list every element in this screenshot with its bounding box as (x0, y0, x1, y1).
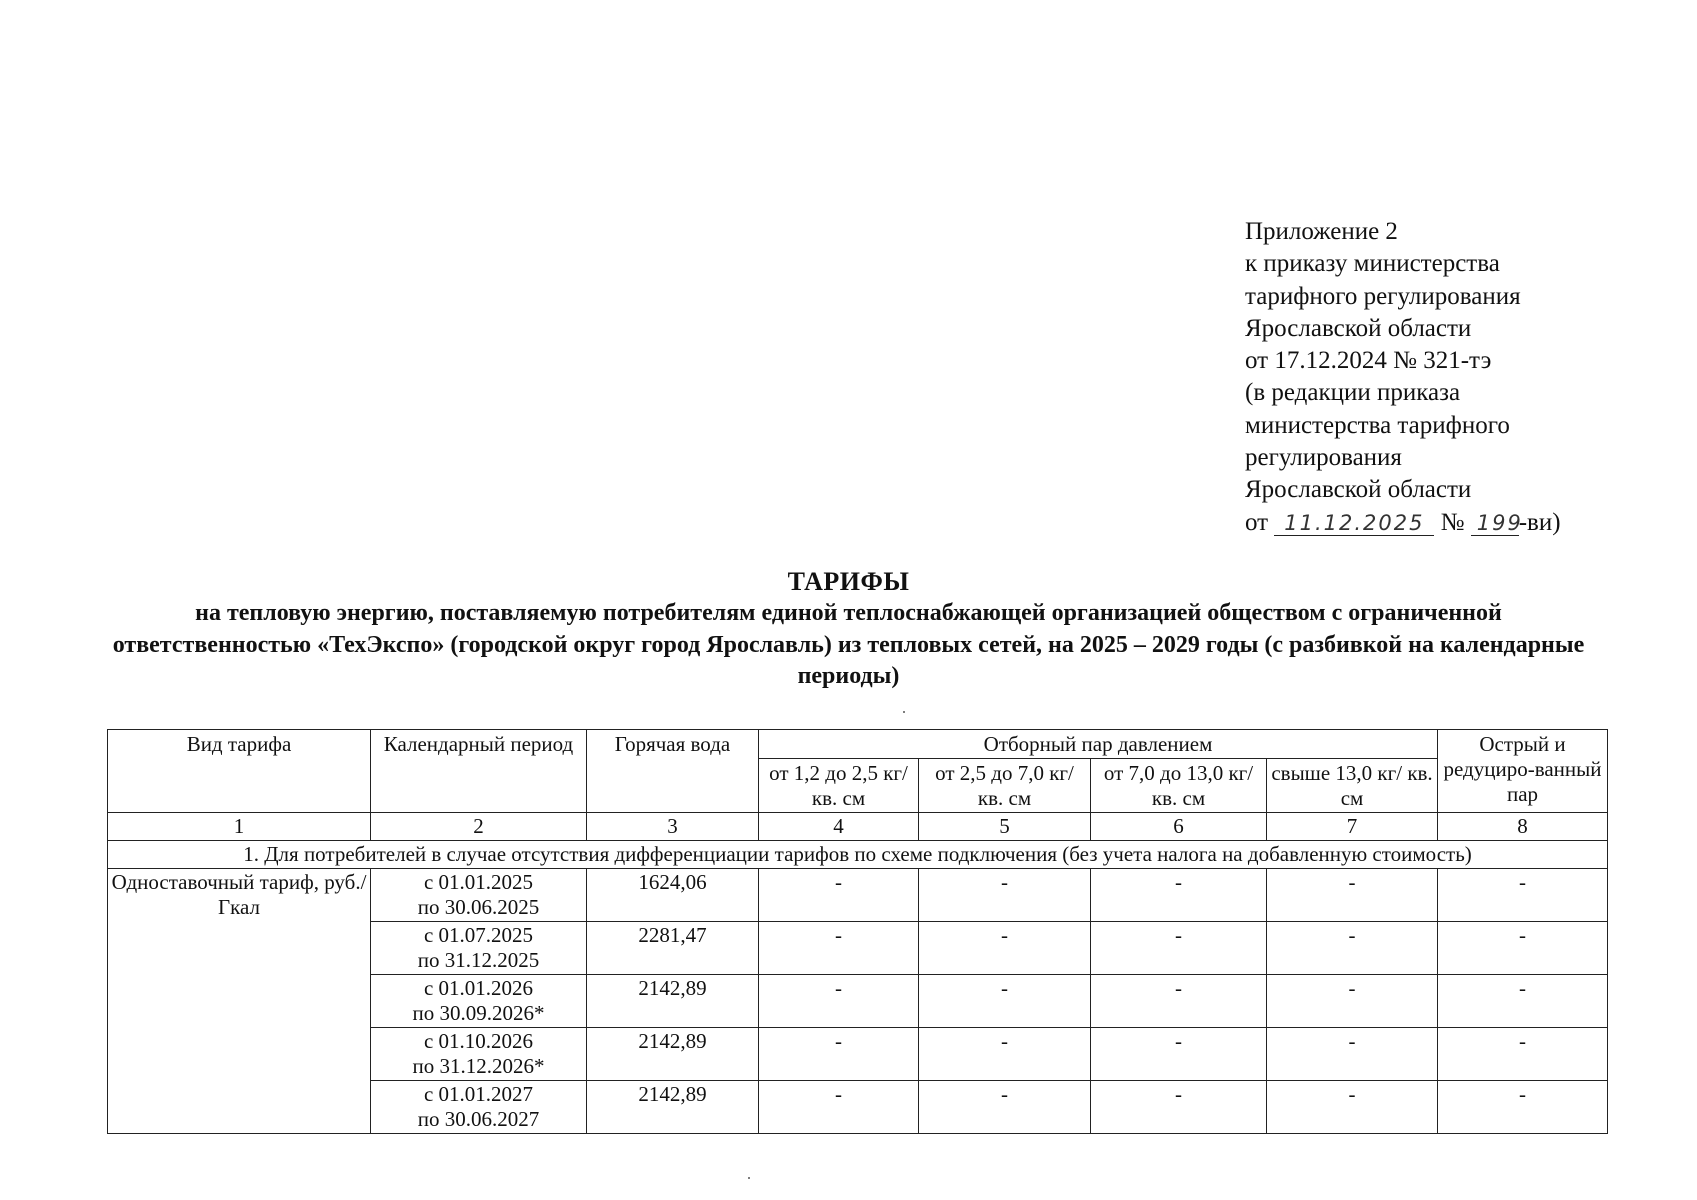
steam-value: - (759, 869, 919, 922)
appendix-line: (в редакции приказа (1245, 379, 1461, 407)
column-number: 4 (759, 813, 919, 841)
table-row (108, 869, 1608, 922)
handwritten-number: 199 (1471, 511, 1519, 536)
period-cell (371, 869, 587, 922)
period-cell (371, 1081, 587, 1134)
period-from: с 01.07.2025 (423, 923, 534, 947)
column-number: 6 (1091, 813, 1267, 841)
steam-value: - (1267, 1081, 1438, 1134)
steam-value: - (1267, 922, 1438, 975)
column-number: 2 (371, 813, 587, 841)
appendix-line: тарифного регулирования (1245, 282, 1521, 310)
column-number: 1 (108, 813, 371, 841)
column-numbers-row (108, 813, 1608, 841)
header-steam-1-2-2-5: от 1,2 до 2,5 кг/ кв. см (759, 759, 919, 813)
hot-water-value: 2142,89 (587, 1081, 759, 1134)
column-number: 5 (919, 813, 1091, 841)
appendix-line: регулирования (1245, 444, 1402, 472)
tariff-table (107, 729, 1608, 1134)
header-hot-water: Горячая вода (587, 730, 759, 813)
appendix-line: к приказу министерства (1245, 250, 1500, 278)
table-header-row (108, 730, 1608, 759)
steam-value: - (1091, 869, 1267, 922)
sharp-steam-value: - (1438, 869, 1608, 922)
steam-value: - (1091, 922, 1267, 975)
period-from: с 01.01.2027 (423, 1082, 534, 1106)
period-to: по 31.12.2025 (417, 948, 540, 972)
appendix-line: Приложение 2 (1245, 218, 1398, 245)
appendix-line: Ярославской области (1245, 314, 1472, 342)
steam-value: - (919, 922, 1091, 975)
appendix-line: Ярославской области (1245, 476, 1472, 504)
appendix-block (1245, 216, 1561, 539)
period-to: по 31.12.2026* (412, 1054, 545, 1078)
header-steam-7-0-13-0: от 7,0 до 13,0 кг/ кв. см (1091, 759, 1267, 813)
amendment-suffix: -ви) (1518, 508, 1561, 536)
amendment-prefix: от (1245, 508, 1269, 536)
period-cell (371, 922, 587, 975)
steam-value: - (919, 869, 1091, 922)
appendix-amendment-line (1245, 507, 1561, 539)
tariff-type-cell: Одноставочный тариф, руб./Гкал (108, 869, 371, 1134)
period-from: с 01.10.2026 (423, 1029, 534, 1053)
appendix-line: от 17.12.2024 № 321-тэ (1245, 347, 1492, 375)
steam-value: - (1091, 1081, 1267, 1134)
period-cell (371, 1028, 587, 1081)
steam-value: - (1267, 975, 1438, 1028)
period-to: по 30.09.2026* (412, 1001, 545, 1025)
header-steam-over-13-0: свыше 13,0 кг/ кв. см (1267, 759, 1438, 813)
sharp-steam-value: - (1438, 922, 1608, 975)
appendix-line: министерства тарифного (1245, 411, 1510, 439)
steam-value: - (759, 1028, 919, 1081)
period-to: по 30.06.2027 (417, 1107, 540, 1131)
sharp-steam-value: - (1438, 1028, 1608, 1081)
section-row (108, 841, 1608, 869)
header-steam-2-5-7-0: от 2,5 до 7,0 кг/ кв. см (919, 759, 1091, 813)
hot-water-value: 2142,89 (587, 975, 759, 1028)
hot-water-value: 1624,06 (587, 869, 759, 922)
steam-value: - (1091, 975, 1267, 1028)
sharp-steam-value: - (1438, 1081, 1608, 1134)
period-from: с 01.01.2025 (423, 870, 534, 894)
period-cell (371, 975, 587, 1028)
header-calendar-period: Календарный период (371, 730, 587, 813)
scan-speck (748, 1177, 750, 1179)
hot-water-value: 2281,47 (587, 922, 759, 975)
column-number: 8 (1438, 813, 1608, 841)
steam-value: - (1267, 1028, 1438, 1081)
steam-value: - (919, 1028, 1091, 1081)
steam-value: - (919, 975, 1091, 1028)
period-from: с 01.01.2026 (423, 976, 534, 1000)
section-title: 1. Для потребителей в случае отсутствия дифференциации тарифов по схеме подключения (без учета налога на добавленную стоимость) (108, 841, 1608, 869)
title-main: ТАРИФЫ (787, 567, 910, 596)
sharp-steam-value: - (1438, 975, 1608, 1028)
header-tariff-type: Вид тарифа (108, 730, 371, 813)
title-subtitle: на тепловую энергию, поставляемую потребителям единой теплоснабжающей организацией обществом с ограниченной ответственностью «ТехЭкспо» (городской округ город Ярославль) из тепловых сетей, на 2025 – 2029 годы (с разбивкой на календарные периоды) (112, 600, 1585, 689)
period-to: по 30.06.2025 (417, 895, 540, 919)
hot-water-value: 2142,89 (587, 1028, 759, 1081)
column-number: 3 (587, 813, 759, 841)
number-sign: № (1440, 508, 1465, 536)
column-number: 7 (1267, 813, 1438, 841)
scan-speck (903, 711, 905, 713)
steam-value: - (919, 1081, 1091, 1134)
handwritten-date: 11.12.2025 (1274, 511, 1434, 536)
steam-value: - (759, 922, 919, 975)
steam-value: - (759, 975, 919, 1028)
header-extraction-steam: Отборный пар давлением (759, 730, 1438, 759)
steam-value: - (1267, 869, 1438, 922)
document-title (110, 566, 1587, 693)
header-sharp-steam: Острый и редуциро-ванный пар (1438, 730, 1608, 813)
steam-value: - (759, 1081, 919, 1134)
steam-value: - (1091, 1028, 1267, 1081)
